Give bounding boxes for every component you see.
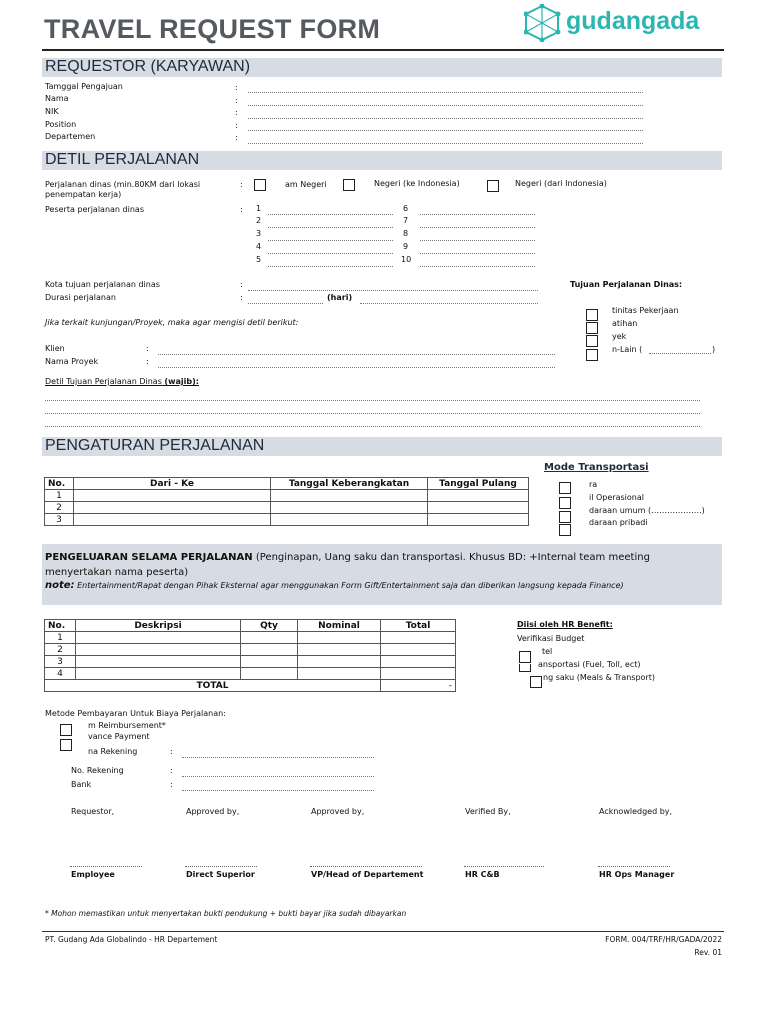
reimbursement-checkbox[interactable] <box>60 724 72 736</box>
tanggal-input[interactable] <box>248 92 643 93</box>
peserta-input[interactable] <box>420 214 535 215</box>
requestor-colons: : : : : : <box>235 83 238 143</box>
sig-role: VP/Head of Departement <box>311 870 424 879</box>
detil-tujuan-input[interactable] <box>45 426 700 427</box>
nama-input[interactable] <box>248 105 643 106</box>
nama-rekening-input[interactable] <box>182 757 374 758</box>
cell-input[interactable] <box>381 668 456 680</box>
peserta-number: 4 <box>256 242 262 251</box>
advance-label: vance Payment <box>88 732 150 741</box>
reimbursement-label: m Reimbursement* <box>88 721 166 730</box>
peserta-number: 10 <box>401 255 412 264</box>
mode-checkbox[interactable] <box>559 497 571 509</box>
peserta-number: 8 <box>403 229 409 238</box>
footer-rule <box>42 931 724 932</box>
row-number: 3 <box>45 656 76 668</box>
form-title: TRAVEL REQUEST FORM <box>44 14 381 44</box>
field-departemen-label: Departemen <box>45 132 96 141</box>
peserta-label: Peserta perjalanan dinas <box>45 205 144 214</box>
cell-input[interactable] <box>428 490 529 502</box>
pengaturan-heading: PENGATURAN PERJALANAN <box>45 437 265 454</box>
field-position-label: Position <box>45 120 77 129</box>
klien-colon: : <box>146 344 149 353</box>
sig-caption: Approved by, <box>311 807 365 816</box>
tujuan-option-label: n-Lain ( <box>612 345 643 354</box>
signature-line[interactable] <box>70 866 142 867</box>
cell-input[interactable] <box>241 632 298 644</box>
kota-colon: : <box>240 280 243 289</box>
col-no: No. <box>45 620 76 632</box>
peserta-input[interactable] <box>420 253 535 254</box>
proyek-note: Jika terkait kunjungan/Proyek, maka agar mengisi detil berikut: <box>45 318 299 327</box>
pengeluaran-heading-line2: menyertakan nama peserta) <box>45 567 189 578</box>
table-row <box>45 632 456 644</box>
logo-text: gudangada <box>566 7 700 35</box>
note-text: Entertainment/Rapat dengan Pihak Eksternal agar menggunakan Form Gift/Entertainment saja dan diberikan langsung kepada Finance) <box>74 581 624 590</box>
peserta-input[interactable] <box>268 227 393 228</box>
pengeluaran-table <box>44 619 456 692</box>
nama-rekening-label: na Rekening <box>88 747 138 756</box>
field-nik-label: NIK <box>45 107 59 116</box>
mode-checkbox[interactable] <box>559 482 571 494</box>
table-row <box>45 656 456 668</box>
tujuan-heading: Tujuan Perjalanan Dinas: <box>570 280 683 289</box>
jenis-colon: : <box>240 180 243 189</box>
peserta-input[interactable] <box>420 266 535 267</box>
hr-item-label: ng saku (Meals & Transport) <box>543 673 655 682</box>
kota-label: Kota tujuan perjalanan dinas <box>45 280 160 289</box>
cell-input[interactable] <box>241 656 298 668</box>
total-value: - <box>381 680 456 692</box>
detil-tujuan-label <box>45 377 199 386</box>
dalam-negeri-label: am Negeri <box>285 180 327 189</box>
hr-checkbox[interactable] <box>519 651 531 663</box>
durasi-input[interactable] <box>248 303 323 304</box>
detil-tujuan-input[interactable] <box>45 413 700 414</box>
table-row <box>45 514 529 526</box>
mode-option-label: ra <box>589 480 598 489</box>
peserta-input[interactable] <box>268 214 393 215</box>
detil-heading: DETIL PERJALANAN <box>45 151 200 168</box>
bank-input[interactable] <box>182 790 374 791</box>
durasi-colon: : <box>240 293 243 302</box>
row-number: 1 <box>45 490 74 502</box>
hr-checkbox[interactable] <box>530 676 542 688</box>
detil-tujuan-text: Detil Tujuan Perjalanan Dinas <box>45 377 162 386</box>
table-row <box>45 668 456 680</box>
table-header-row <box>45 478 529 490</box>
cell-input[interactable] <box>428 502 529 514</box>
total-row <box>45 680 456 692</box>
bank-label: Bank <box>71 780 92 789</box>
tujuan-checkbox[interactable] <box>586 322 598 334</box>
footer-company: PT. Gudang Ada Globalindo - HR Departement <box>45 935 218 944</box>
peserta-input[interactable] <box>420 227 535 228</box>
durasi-input-rest[interactable] <box>360 303 538 304</box>
col-dari-ke: Dari - Ke <box>74 478 271 490</box>
mode-option-label: daraan pribadi <box>589 518 648 527</box>
durasi-unit: (hari) <box>327 293 353 302</box>
header-rule <box>42 49 724 51</box>
row-number: 1 <box>45 632 76 644</box>
luar-negeri-dari-label: Negeri (dari Indonesia) <box>515 179 607 188</box>
cell-input[interactable] <box>74 490 271 502</box>
cell-input[interactable] <box>381 644 456 656</box>
hr-checkbox[interactable] <box>519 664 531 672</box>
footer-form-no: FORM. 004/TRF/HR/GADA/2022 <box>605 935 722 944</box>
sig-role: HR C&B <box>465 870 500 879</box>
pengeluaran-note <box>45 580 624 591</box>
jenis-label: Perjalanan dinas (min.80KM dari lokasi penempatan kerja) <box>45 180 201 199</box>
luar-negeri-dari-checkbox[interactable] <box>487 180 499 192</box>
durasi-label: Durasi perjalanan <box>45 293 116 302</box>
note-label: note: <box>45 580 75 591</box>
proyek-input[interactable] <box>158 367 555 368</box>
field-nama-label: Nama <box>45 94 69 103</box>
cell-input[interactable] <box>241 668 298 680</box>
cell-input[interactable] <box>271 514 428 526</box>
col-no: No. <box>45 478 74 490</box>
total-label: TOTAL <box>45 680 381 692</box>
cell-input[interactable] <box>298 656 381 668</box>
nik-input[interactable] <box>248 118 643 119</box>
pengeluaran-heading-bold: PENGELUARAN SELAMA PERJALANAN <box>45 552 253 563</box>
cell-input[interactable] <box>76 668 241 680</box>
row-number: 2 <box>45 502 74 514</box>
table-row <box>45 490 529 502</box>
mode-checkbox[interactable] <box>559 524 571 536</box>
cell-input[interactable] <box>74 502 271 514</box>
table-row <box>45 644 456 656</box>
luar-negeri-ke-checkbox[interactable] <box>343 179 355 191</box>
advance-checkbox[interactable] <box>60 739 72 751</box>
pengeluaran-heading-rest: (Penginapan, Uang saku dan transportasi. Khusus BD: +Internal team meeting <box>252 552 650 563</box>
kota-input[interactable] <box>248 290 538 291</box>
peserta-input[interactable] <box>268 240 393 241</box>
field-tanggal-label: Tamggal Pengajuan <box>45 82 123 91</box>
requestor-heading: REQUESTOR (KARYAWAN) <box>45 58 251 75</box>
peserta-number: 6 <box>403 204 409 213</box>
tujuan-option-label: atihan <box>612 319 638 328</box>
bank-colon: : <box>170 780 173 789</box>
sig-caption: Verified By, <box>465 807 511 816</box>
mode-checkbox[interactable] <box>559 511 571 523</box>
sig-caption: Requestor, <box>71 807 115 816</box>
tujuan-option-label: tinitas Pekerjaan <box>612 306 679 315</box>
hr-item-label: ansportasi (Fuel, Toll, ect) <box>538 660 641 669</box>
klien-label: Klien <box>45 344 65 353</box>
tujuan-lain-input[interactable] <box>649 353 711 354</box>
col-total: Total <box>381 620 456 632</box>
no-rekening-label: No. Rekening <box>71 766 124 775</box>
col-nominal: Nominal <box>298 620 381 632</box>
signature-line[interactable] <box>598 866 670 867</box>
peserta-number: 9 <box>403 242 409 251</box>
col-pulang: Tanggal Pulang <box>428 478 529 490</box>
peserta-number: 7 <box>403 216 409 225</box>
nama-rekening-colon: : <box>170 747 173 756</box>
tujuan-option-close: ) <box>712 345 716 354</box>
tujuan-option-label: yek <box>612 332 627 341</box>
sig-role: Employee <box>71 870 115 879</box>
row-number: 2 <box>45 644 76 656</box>
cell-input[interactable] <box>381 632 456 644</box>
luar-negeri-ke-label: Negeri (ke Indonesia) <box>374 179 460 188</box>
pengaturan-table <box>44 477 529 526</box>
sig-caption: Approved by, <box>186 807 240 816</box>
table-row <box>45 502 529 514</box>
pembayaran-heading: Metode Pembayaran Untuk Biaya Perjalanan: <box>45 709 226 718</box>
signature-line[interactable] <box>310 866 422 867</box>
detil-tujuan-wajib: (wajib): <box>164 377 199 386</box>
no-rekening-input[interactable] <box>182 776 374 777</box>
peserta-input[interactable] <box>268 253 393 254</box>
cell-input[interactable] <box>241 644 298 656</box>
proyek-colon: : <box>146 357 149 366</box>
cell-input[interactable] <box>428 514 529 526</box>
position-input[interactable] <box>248 130 643 131</box>
footnote: * Mohon memastikan untuk menyertakan bukti pendukung + bukti bayar jika sudah dibayarkan <box>45 909 407 918</box>
col-keberangkatan: Tanggal Keberangkatan <box>271 478 428 490</box>
proyek-label: Nama Proyek <box>45 357 99 366</box>
sig-caption: Acknowledged by, <box>599 807 673 816</box>
peserta-input[interactable] <box>420 240 535 241</box>
signature-line[interactable] <box>464 866 544 867</box>
footer-rev: Rev. 01 <box>694 948 722 957</box>
peserta-number: 5 <box>256 255 262 264</box>
klien-input[interactable] <box>158 354 555 355</box>
sig-role: HR Ops Manager <box>599 870 675 879</box>
dalam-negeri-checkbox[interactable] <box>254 179 266 191</box>
tujuan-checkbox[interactable] <box>586 335 598 347</box>
col-deskripsi: Deskripsi <box>76 620 241 632</box>
pengeluaran-heading <box>45 552 650 563</box>
hr-item-label: tel <box>542 647 553 656</box>
signature-line[interactable] <box>185 866 257 867</box>
peserta-number: 3 <box>256 229 262 238</box>
cell-input[interactable] <box>76 656 241 668</box>
cell-input[interactable] <box>271 490 428 502</box>
row-number: 3 <box>45 514 74 526</box>
mode-option-label: il Operasional <box>589 493 644 502</box>
mode-option-label: daraan umum (……………….) <box>589 506 705 515</box>
peserta-number: 2 <box>256 216 262 225</box>
no-rekening-colon: : <box>170 766 173 775</box>
cell-input[interactable] <box>74 514 271 526</box>
cell-input[interactable] <box>76 644 241 656</box>
hr-verif-label: Verifikasi Budget <box>517 634 585 643</box>
table-header-row <box>45 620 456 632</box>
cell-input[interactable] <box>76 632 241 644</box>
cell-input[interactable] <box>298 644 381 656</box>
hr-heading: Diisi oleh HR Benefit: <box>517 620 613 629</box>
peserta-input[interactable] <box>268 266 393 267</box>
peserta-number: 1 <box>256 204 262 213</box>
departemen-input[interactable] <box>248 143 643 144</box>
cell-input[interactable] <box>298 632 381 644</box>
tujuan-checkbox[interactable] <box>586 349 598 361</box>
detil-tujuan-input[interactable] <box>45 400 700 401</box>
peserta-colon: : <box>240 205 243 214</box>
cell-input[interactable] <box>381 656 456 668</box>
cell-input[interactable] <box>271 502 428 514</box>
tujuan-checkbox[interactable] <box>586 309 598 321</box>
cell-input[interactable] <box>298 668 381 680</box>
mode-heading: Mode Transportasi <box>544 462 649 473</box>
sig-role: Direct Superior <box>186 870 255 879</box>
col-qty: Qty <box>241 620 298 632</box>
row-number: 4 <box>45 668 76 680</box>
